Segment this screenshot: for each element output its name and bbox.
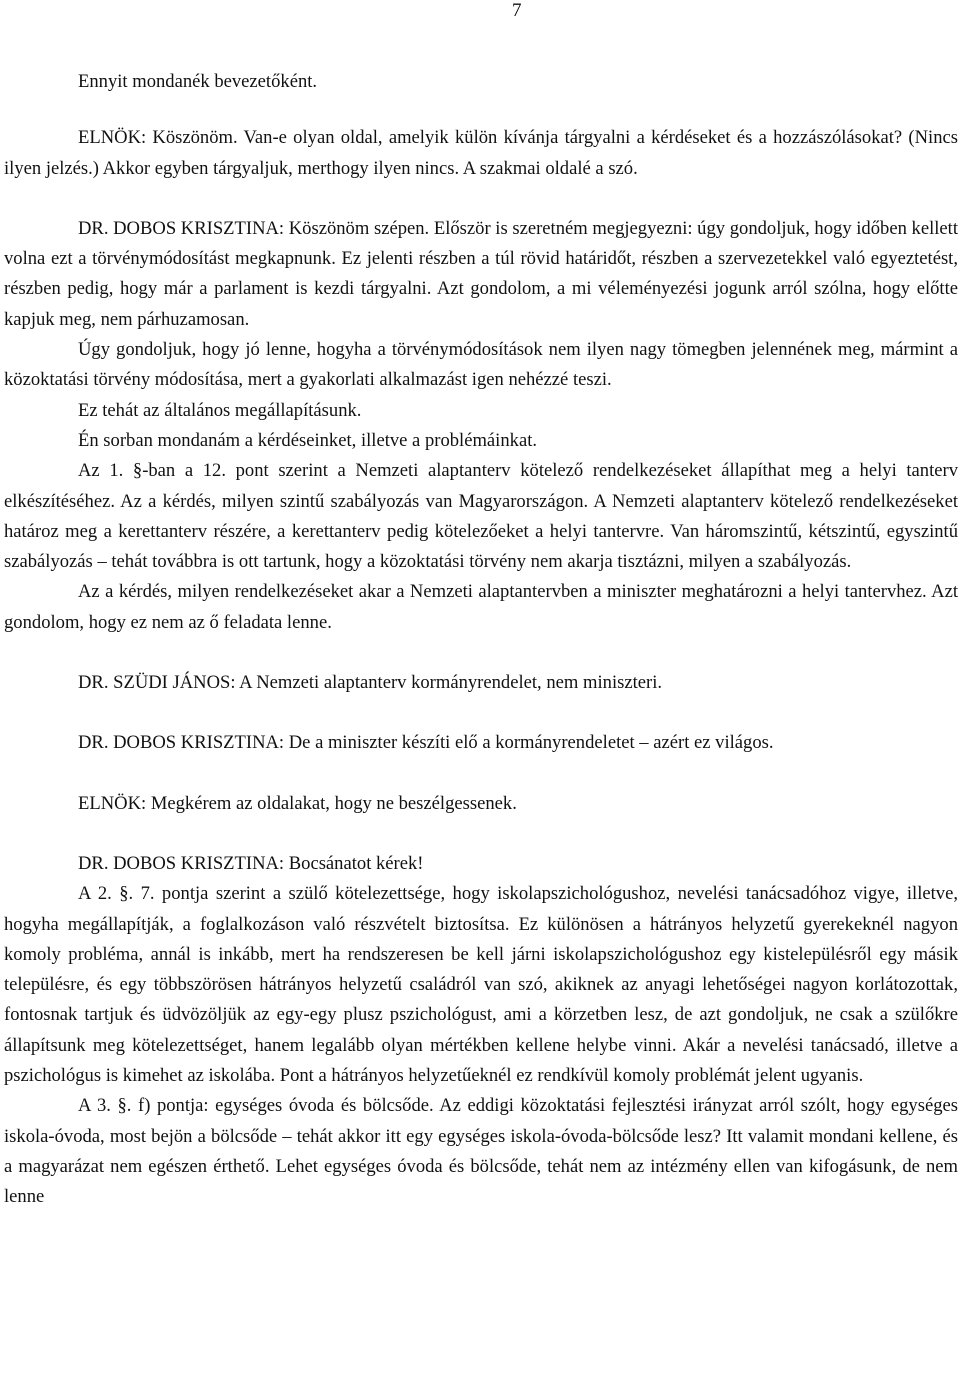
paragraph-intro-closing: Ennyit mondanék bevezetőként. [78,71,318,92]
paragraph-questions-intro: Én sorban mondanám a kérdéseinket, illetve a problémáinkat. [78,429,538,451]
paragraph-chair-request: ELNÖK: Megkérem az oldalakat, hogy ne beszélgessenek. [78,792,517,814]
paragraph-section-3: A 3. §. f) pontja: egységes óvoda és bölcsőde. Az eddigi közoktatási fejlesztési irányzat arról szólt, hogy egységes iskola-óvoda, most bejön a bölcsőde – tehát akkor itt egy egységes iskola-óvoda-bölcsőde lesz? Itt valamit mondani kellene, és a magyarázat nem egészen érthető. Lehet egységes óvoda és bölcsőde, tehát nem az intézmény ellen van kifogásunk, de nem lenne [4,1095,958,1208]
paragraph-general-finding: Ez tehát az általános megállapításunk. [78,399,362,421]
page-number: 7 [512,0,522,21]
paragraph-section-1: Az 1. §-ban a 12. pont szerint a Nemzeti alaptanterv kötelező rendelkezéseket állapíthat meg a helyi tanterv elkészítéséhez. Az a kérdés, milyen szintű szabályozás van Magyarországon. A Nemzeti alaptanterv kötelező rendelkezéseket határoz meg a kerettanterv részére, a kerettanterv pedig kötelezőeket a helyi tantervre. Van háromszintű, kétszintű, egyszintű szabályozás – tehát továbbra is ott tartunk, hogy a közoktatási törvény nem akarja tisztázni, milyen a szabályozás. [4,460,958,573]
paragraph-szudi-reply: DR. SZÜDI JÁNOS: A Nemzeti alaptanterv kormányrendelet, nem miniszteri. [78,672,663,694]
document-body [4,67,958,1213]
paragraph-dobos-statement: DR. DOBOS KRISZTINA: Köszönöm szépen. Először is szeretném megjegyezni: úgy gondoljuk, hogy időben kellett volna ezt a törvénymódosítást megkapnunk. Ez jelenti részben a túl rövid határidőt, részben a szervezetekkel való egyeztetést, részben pedig, hogy már a parlament is kezdi tárgyalni. Azt gondolom, a mi véleményezési jogunk arról szólna, hogy előtte kapjuk meg, nem párhuzamosan. [4,217,958,330]
paragraph-dobos-apology: DR. DOBOS KRISZTINA: Bocsánatot kérek! [78,852,424,874]
paragraph-minister-question: Az a kérdés, milyen rendelkezéseket akar a Nemzeti alaptantervben a miniszter meghatározni a helyi tantervhez. Azt gondolom, hogy ez nem az ő feladata lenne. [4,581,958,633]
paragraph-dobos-reply: DR. DOBOS KRISZTINA: De a miniszter készíti elő a kormányrendeletet – azért ez világos. [78,732,774,754]
paragraph-amendments-opinion: Úgy gondoljuk, hogy jó lenne, hogyha a törvénymódosítások nem ilyen nagy tömegben jelennének meg, mármint a közoktatási törvény módosítása, mert a gyakorlati alkalmazást igen nehézzé teszi. [4,339,958,391]
paragraph-section-2: A 2. §. 7. pontja szerint a szülő kötelezettsége, hogy iskolapszichológushoz, nevelési tanácsadóhoz vigye, illetve, hogyha megállapítják, a foglalkozáson való részvételt biztosítsa. Ez különösen a hátrányos helyzetű gyerekeknél nagyon komoly probléma, annál is inkább, mert ha rendszeresen be kell járni iskolapszichológushoz egy kistelepülésről egy másik településre, és egy többszörösen hátrányos helyzetű családról van szó, akiknek az anyagi lehetőségei nagyon korlátozottak, fontosnak tartjuk és üdvözöljük az egy-egy plusz pszichológust, ami a körzetben lesz, de azt gondoljuk, ne csak a szülőkre állapítsunk meg kötelezettséget, hanem legalább olyan mértékben kellene helybe vinni. Akár a nevelési tanácsadó, illetve a pszichológus is kimehet az iskolába. Pont a hátrányos helyzetűeknél ez rendkívül komoly problémát jelent ugyanis. [4,883,958,1087]
paragraph-chair-opening: ELNÖK: Köszönöm. Van-e olyan oldal, amelyik külön kívánja tárgyalni a kérdéseket és a hozzászólásokat? (Nincs ilyen jelzés.) Akkor egyben tárgyaljuk, merthogy ilyen nincs. A szakmai oldalé a szó. [4,127,958,179]
